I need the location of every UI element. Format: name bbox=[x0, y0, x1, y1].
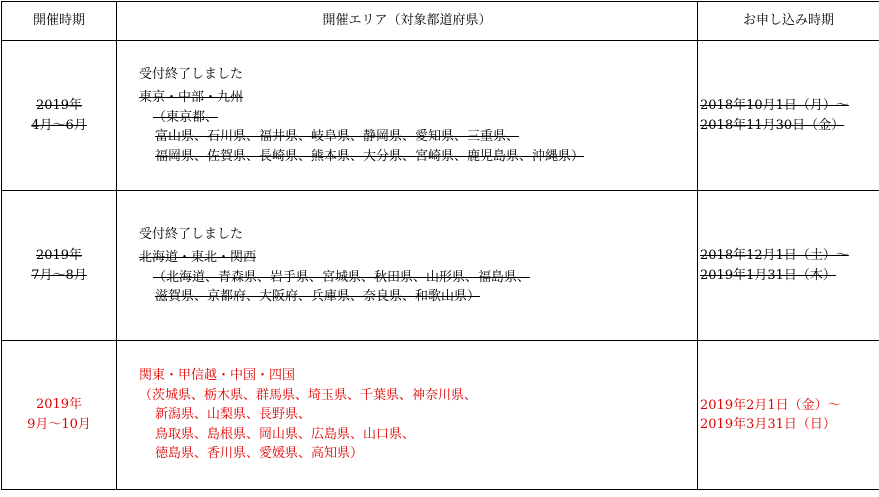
header-area: 開催エリア（対象都道府県） bbox=[117, 2, 698, 41]
application-end: 2019年1月31日（木） bbox=[700, 267, 836, 283]
period-months: 4月～6月 bbox=[31, 117, 87, 133]
period-cell bbox=[2, 341, 117, 490]
application-start: 2018年10月1日（月）～ bbox=[700, 98, 849, 113]
table-row bbox=[2, 191, 879, 341]
schedule-table bbox=[1, 1, 879, 490]
prefecture-line: （茨城県、栃木県、群馬県、埼玉県、千葉県、神奈川県、 bbox=[139, 387, 478, 403]
period-year: 2019年 bbox=[35, 397, 83, 412]
region-name: 北海道・東北・関西 bbox=[139, 250, 257, 265]
period-months: 7月～8月 bbox=[31, 267, 87, 283]
status-text: 受付終了しました bbox=[139, 66, 244, 82]
period-cell bbox=[2, 41, 117, 191]
prefecture-line: （東京都、 bbox=[153, 109, 219, 125]
period-year: 2019年 bbox=[35, 97, 83, 113]
prefecture-line: 福岡県、佐賀県、長崎県、熊本県、大分県、宮崎県、鹿児島県、沖縄県） bbox=[155, 148, 585, 164]
table-row bbox=[2, 341, 879, 490]
area-cell bbox=[117, 41, 698, 191]
area-cell bbox=[117, 191, 698, 341]
header-period: 開催時期 bbox=[2, 2, 117, 41]
status-text: 受付終了しました bbox=[139, 226, 244, 242]
application-cell bbox=[698, 341, 879, 490]
table-row bbox=[2, 41, 879, 191]
period-months: 9月～10月 bbox=[27, 417, 91, 432]
period-year: 2019年 bbox=[35, 247, 83, 263]
application-end: 2019年3月31日（日） bbox=[700, 417, 836, 432]
application-cell bbox=[698, 191, 879, 341]
area-cell bbox=[117, 341, 698, 490]
application-start: 2018年12月1日（土）～ bbox=[700, 248, 849, 263]
period-cell bbox=[2, 191, 117, 341]
header-application: お申し込み時期 bbox=[698, 2, 879, 41]
prefecture-line: 徳島県、香川県、愛媛県、高知県） bbox=[155, 446, 364, 462]
region-name: 東京・中部・九州 bbox=[139, 90, 244, 106]
prefecture-line: 滋賀県、京都府、大阪府、兵庫県、奈良県、和歌山県） bbox=[155, 289, 481, 304]
region-name: 関東・甲信越・中国・四国 bbox=[139, 368, 296, 384]
application-cell bbox=[698, 41, 879, 191]
prefecture-line: 新潟県、山梨県、長野県、 bbox=[155, 407, 312, 423]
prefecture-line: 鳥取県、島根県、岡山県、広島県、山口県、 bbox=[155, 426, 416, 442]
prefecture-line: （北海道、青森県、岩手県、宮城県、秋田県、山形県、福島県、 bbox=[153, 269, 531, 285]
prefecture-line: 富山県、石川県、福井県、岐阜県、静岡県、愛知県、三重県、 bbox=[155, 129, 520, 145]
application-end: 2018年11月30日（金） bbox=[700, 117, 845, 133]
application-start: 2019年2月1日（金）～ bbox=[700, 397, 841, 413]
header-row bbox=[2, 2, 879, 41]
